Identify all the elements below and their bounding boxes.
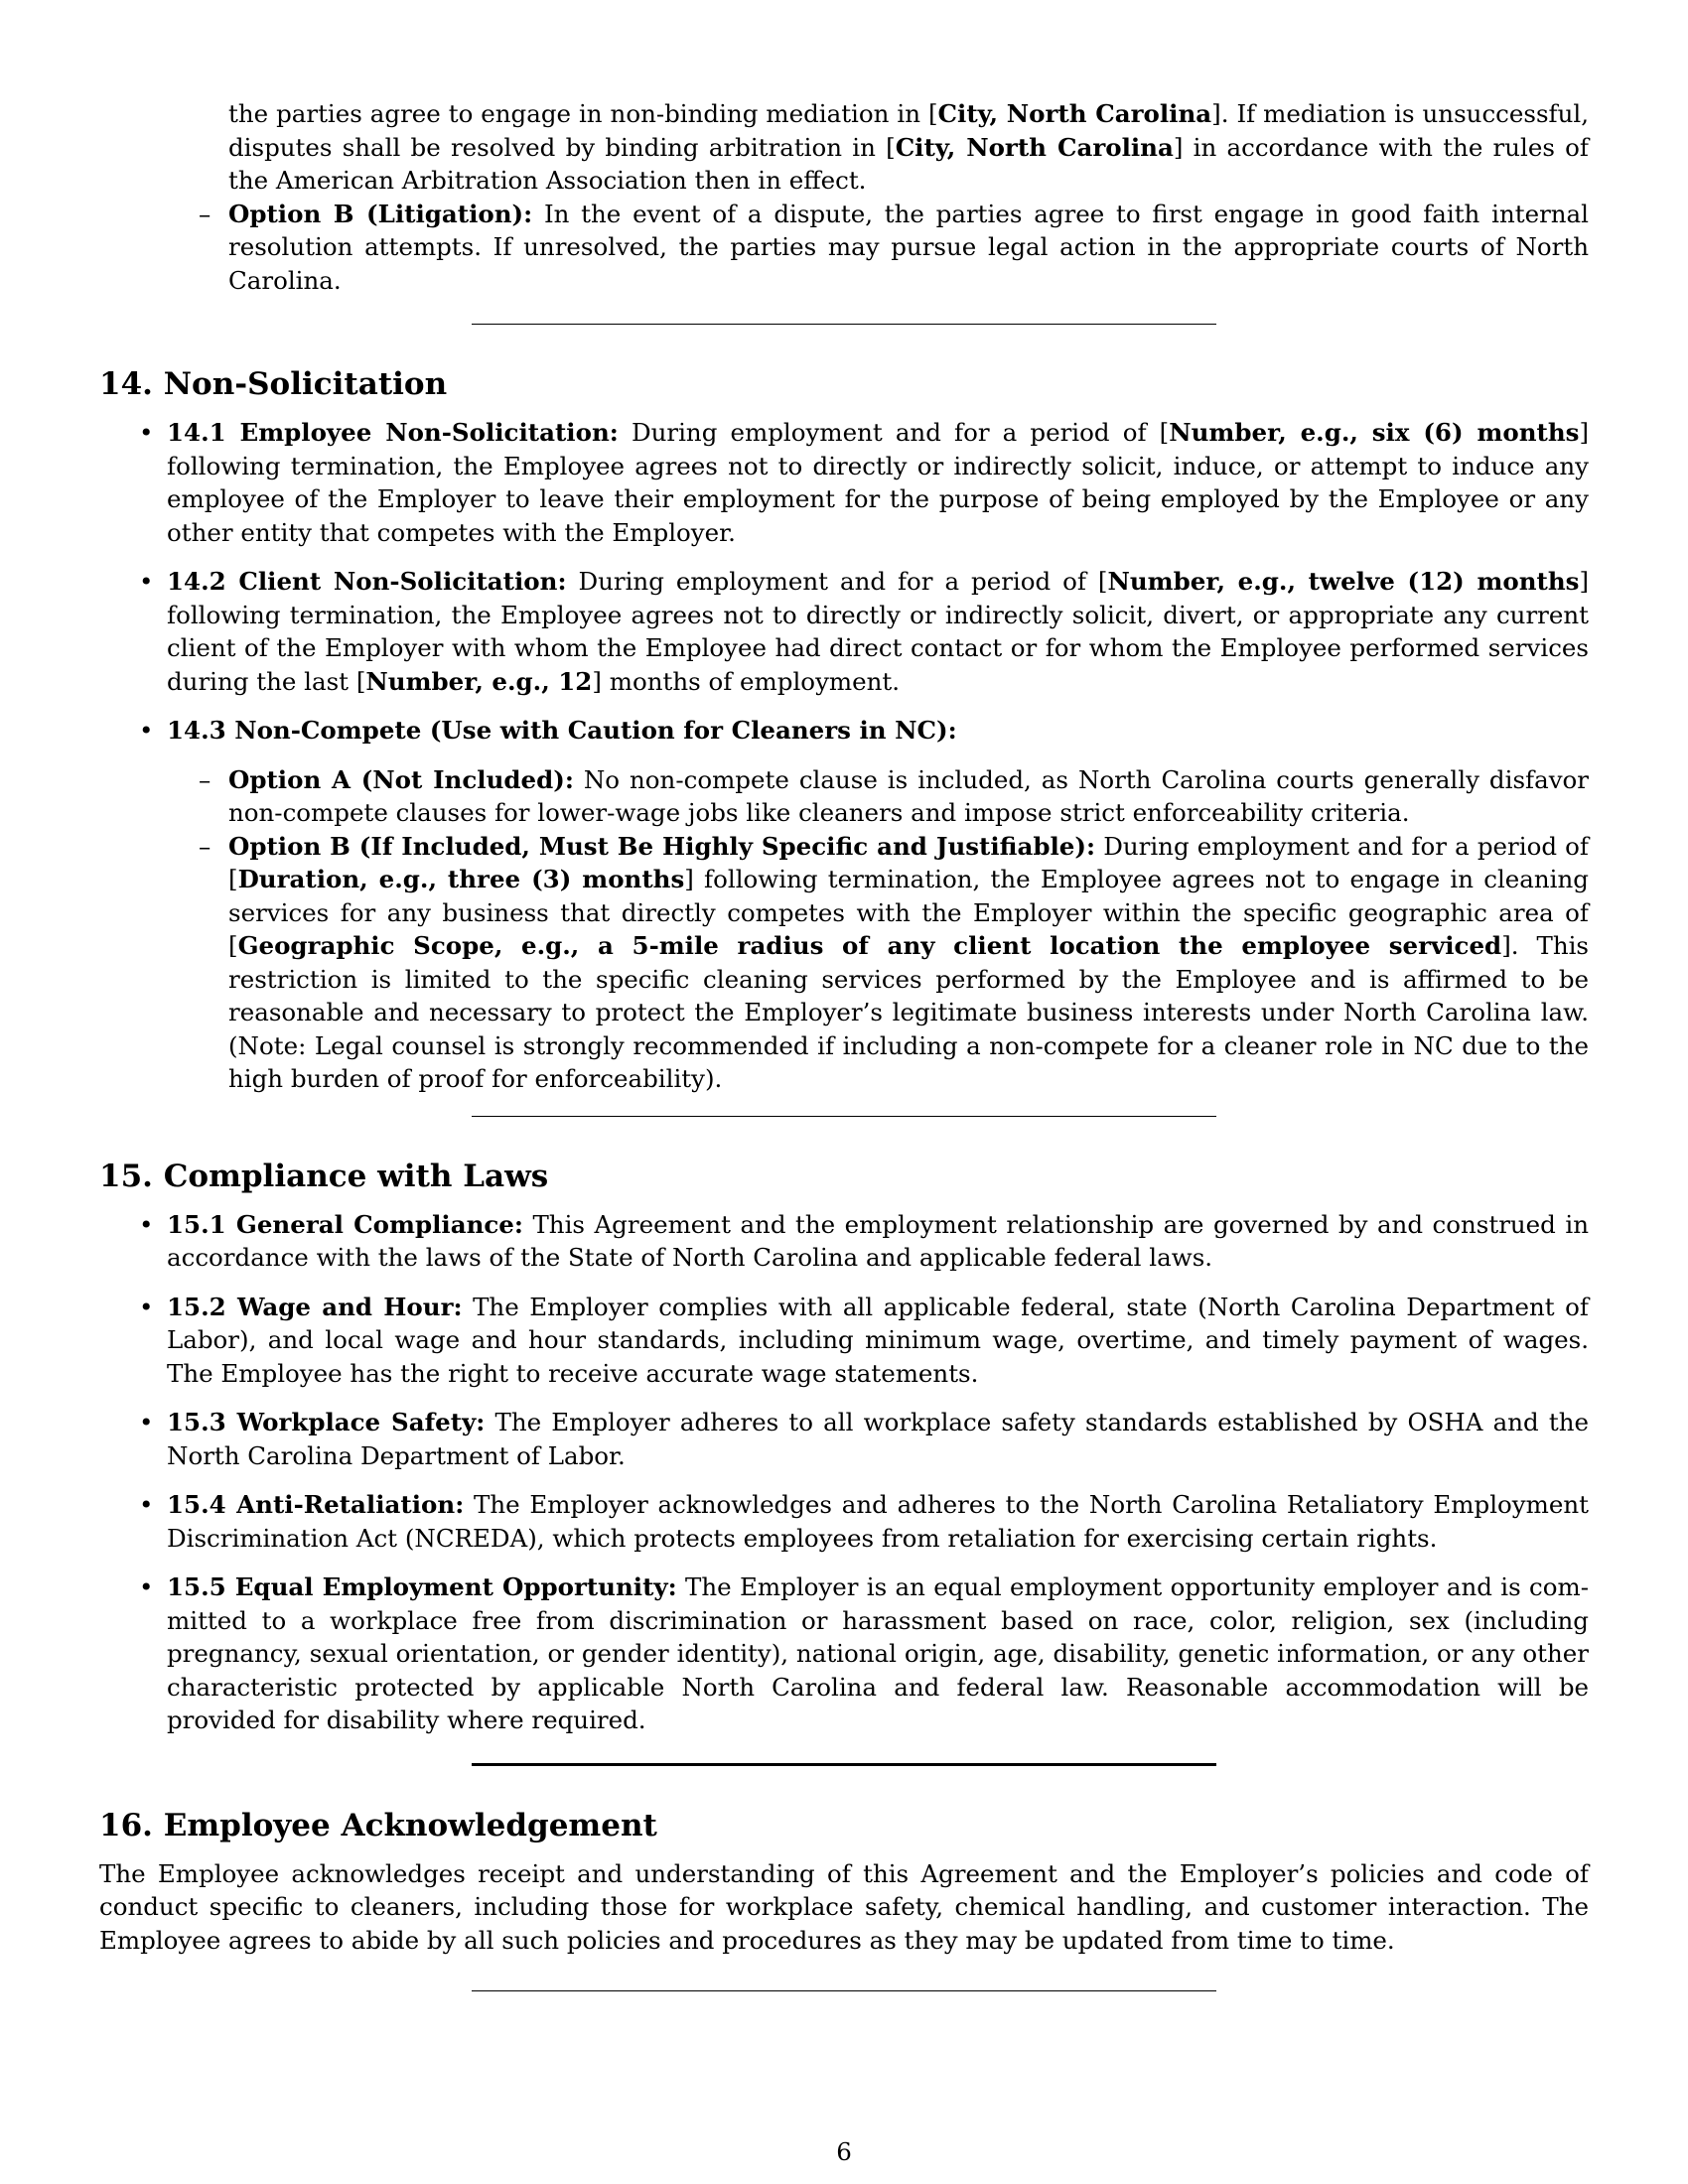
list-item-15-2: • 15.2 Wage and Hour: The Employer complies with all applicable federal, state (North Carolina Department of Labor), and local wage and hour standards, including minimum wage, overtime, and timely payment of wages. The Employee has the right to receive accurate wage statements.: [167, 1291, 1589, 1391]
section-14-list: [99, 416, 1589, 1096]
list-item-14-3: • 14.3 Non-Compete (Use with Caution for Cleaners in NC): – Option A (Not Included): No non-compete clause is included, as North Carolina courts generally disfavor non-compete clauses for lower-wage jobs like cleaners and impose strict enforceability criteria. – Option B (If Included, Must Be Highly Specific and Justifiable): During employment and for a period of [Duration, e.g., three (3) months] following termination, the Employee agrees not to engage in cleaning services for any business that directly competes with the Employer within the specific geographic area of [Geographic Scope, e.g., a 5-mile radius of any client location the employee serviced]. This restriction is limited to the specific cleaning services performed by the Employee and is affirmed to be reasonable and necessary to protect the Employer’s legitimate business interests under North Carolina law. (Note: Legal counsel is strongly recommended if including a non-compete for a cleaner role in NC due to the high burden of proof for enforceability).: [167, 714, 1589, 1096]
section-divider: [472, 324, 1216, 325]
page-content: [99, 97, 1589, 1991]
section-heading-14: 14. Non-Solicitation: [99, 366, 448, 402]
option-b-litigation: – Option B (Litigation): In the event of a dispute, the parties agree to first engage in good faith internal resolution attempts. If unresolved, the parties may pursue legal action in the appropriate courts of North Carolina.: [228, 198, 1589, 298]
section-divider: [472, 1116, 1216, 1117]
option-a-continuation: the parties agree to engage in non-binding mediation in [City, North Carolina]. If mediation is unsuccessful, disputes shall be resolved by binding arbitration in [City, North Carolina] in accordance with the rules of the American Arbitration Association then in effect.: [228, 99, 1589, 195]
section-15-list: [99, 1208, 1589, 1737]
list-item-14-1: • 14.1 Employee Non-Solicitation: During employment and for a period of [Number, e.g., six (6) months] following termination, the Employee agrees not to directly or indirectly solicit, induce, or attempt to induce any employee of the Employer to leave their employment for the purpose of being employed by the Employee or any other entity that competes with the Employer.: [167, 416, 1589, 549]
list-item-14-2: • 14.2 Client Non-Solicitation: During employment and for a period of [Number, e.g., twelve (12) months] following termination, the Employee agrees not to directly or indirectly solicit, divert, or appropriate any current client of the Employer with whom the Employee had direct contact or for whom the Employee performed services during the last [Number, e.g., 12] months of employment.: [167, 565, 1589, 698]
list-item-15-1: • 15.1 General Compliance: This Agreement and the employment relationship are governed by and construed in accordance with the laws of the State of North Carolina and applicable federal laws.: [167, 1208, 1589, 1275]
non-compete-option-a: – Option A (Not Included): No non-compete clause is included, as North Carolina courts generally disfavor non-compete clauses for lower-wage jobs like cleaners and impose strict enforceability criteria.: [228, 763, 1589, 830]
list-item-15-5: • 15.5 Equal Employment Opportunity: The Employer is an equal employment opportunity employer and is com-mitted to a workplace free from discrimination or harassment based on race, color, religion, sex (including pregnancy, sexual orientation, or gender identity), national origin, age, disability, genetic information, or any other characteristic protected by applicable North Carolina and federal law. Reasonable accommodation will be provided for disability where required.: [167, 1570, 1589, 1737]
acknowledgement-paragraph: The Employee acknowledges receipt and understanding of this Agreement and the Employer’s policies and code of conduct specific to cleaners, including those for workplace safety, chemical handling, and customer interaction. The Employee agrees to abide by all such policies and procedures as they may be updated from time to time.: [99, 1858, 1589, 1955]
list-item-15-4: • 15.4 Anti-Retaliation: The Employer acknowledges and adheres to the North Carolina Retaliatory Employment Discrimination Act (NCREDA), which protects employees from retaliation for exercising certain rights.: [167, 1488, 1589, 1555]
section-heading-16: 16. Employee Acknowledgement: [99, 1807, 657, 1843]
section-divider: [472, 1763, 1216, 1766]
list-item-15-3: • 15.3 Workplace Safety: The Employer adheres to all workplace safety standards established by OSHA and the North Carolina Department of Labor.: [167, 1406, 1589, 1472]
section-heading-15: 15. Compliance with Laws: [99, 1158, 549, 1194]
non-compete-options: [167, 763, 1589, 1096]
page-number: 6: [836, 2137, 852, 2166]
non-compete-option-b: – Option B (If Included, Must Be Highly Specific and Justifiable): During employment and for a period of [Duration, e.g., three (3) months] following termination, the Employee agrees not to engage in cleaning services for any business that directly competes with the Employer within the specific geographic area of [Geographic Scope, e.g., a 5-mile radius of any client location the employee serviced]. This restriction is limited to the specific cleaning services performed by the Employee and is affirmed to be reasonable and necessary to protect the Employer’s legitimate business interests under North Carolina law. (Note: Legal counsel is strongly recommended if including a non-compete for a cleaner role in NC due to the high burden of proof for enforceability).: [228, 830, 1589, 1096]
section-divider: [472, 1990, 1216, 1991]
dispute-options: [228, 97, 1589, 297]
